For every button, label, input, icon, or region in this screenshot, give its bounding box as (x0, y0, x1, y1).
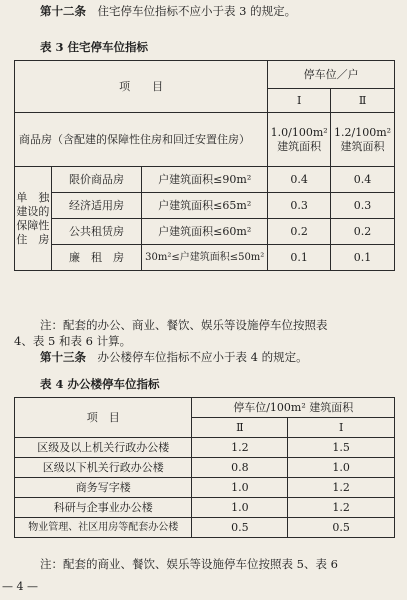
article-12-title: 第十二条 (40, 4, 86, 18)
article-13-title: 第十三条 (40, 350, 86, 364)
table4-row-0-v1: 1.2 (192, 438, 288, 458)
table3-row-1-condition: 户建筑面积≤65m² (142, 193, 268, 219)
article-13-text: 办公楼停车位指标不应小于表 4 的规定。 (86, 350, 308, 364)
table3-row-3-v2: 0.1 (331, 245, 395, 271)
table3 (14, 60, 395, 271)
table3-commercial-v2: 1.2/100m² 建筑面积 (331, 113, 395, 167)
table4-header-project: 项 目 (15, 398, 192, 438)
table4-caption: 表 4 办公楼停车位指标 (40, 377, 160, 391)
table3-caption: 表 3 住宅停车位指标 (40, 40, 149, 54)
table3-row-1-name: 经济适用房 (51, 193, 141, 219)
table4-row-0-name: 区级及以上机关行政办公楼 (15, 438, 192, 458)
note1-line2: 4、表 5 和表 6 计算。 (14, 334, 132, 348)
table4-header-col1: Ⅱ (192, 418, 288, 438)
table4-row-2-v2: 1.2 (288, 478, 395, 498)
table3-row-0-v1: 0.4 (268, 167, 331, 193)
table3-row-2-name: 公共租赁房 (51, 219, 141, 245)
table3-row-0-name: 限价商品房 (51, 167, 141, 193)
table3-group-label: 单 独 建设的 保障性 住 房 (15, 167, 52, 271)
page-number: — 4 — (2, 580, 38, 593)
table3-row-3-condition: 30m²≤户建筑面积≤50m² (142, 245, 268, 271)
table4-row-2-name: 商务写字楼 (15, 478, 192, 498)
table4-header-parking: 停车位/100m² 建筑面积 (192, 398, 395, 418)
table3-row-commercial: 商品房（含配建的保障性住房和回迁安置住房） (15, 113, 268, 167)
table3-row-3-v1: 0.1 (268, 245, 331, 271)
table4-row-2-v1: 1.0 (192, 478, 288, 498)
note1-line1: 注：配套的办公、商业、餐饮、娱乐等设施停车位按照表 (40, 318, 328, 332)
table4 (14, 397, 395, 538)
table3-row-2-v1: 0.2 (268, 219, 331, 245)
table3-commercial-v1: 1.0/100m² 建筑面积 (268, 113, 331, 167)
table3-header-col1: Ⅰ (268, 89, 331, 113)
table4-row-4-name: 物业管理、社区用房等配套办公楼 (15, 518, 192, 538)
table3-row-2-condition: 户建筑面积≤60m² (142, 219, 268, 245)
table4-row-3-v2: 1.2 (288, 498, 395, 518)
table3-row-1-v2: 0.3 (331, 193, 395, 219)
table4-row-1-name: 区级以下机关行政办公楼 (15, 458, 192, 478)
table3-row-1-v1: 0.3 (268, 193, 331, 219)
table3-header-parking: 停车位／户 (268, 61, 395, 89)
table4-header-col2: Ⅰ (288, 418, 395, 438)
table3-header-col2: Ⅱ (331, 89, 395, 113)
article-12-text: 住宅停车位指标不应小于表 3 的规定。 (86, 4, 297, 18)
table4-row-3-name: 科研与企事业办公楼 (15, 498, 192, 518)
table3-row-0-v2: 0.4 (331, 167, 395, 193)
table4-row-4-v2: 0.5 (288, 518, 395, 538)
article-13 (40, 350, 308, 365)
article-12 (40, 4, 296, 19)
table4-row-4-v1: 0.5 (192, 518, 288, 538)
table3-header-project: 项 目 (15, 61, 268, 113)
table4-row-3-v1: 1.0 (192, 498, 288, 518)
table3-row-2-v2: 0.2 (331, 219, 395, 245)
table4-row-1-v2: 1.0 (288, 458, 395, 478)
table4-row-0-v2: 1.5 (288, 438, 395, 458)
table4-row-1-v1: 0.8 (192, 458, 288, 478)
table3-row-3-name: 廉 租 房 (51, 245, 141, 271)
note2-line1: 注：配套的商业、餐饮、娱乐等设施停车位按照表 5、表 6 (40, 557, 338, 571)
table3-row-0-condition: 户建筑面积≤90m² (142, 167, 268, 193)
